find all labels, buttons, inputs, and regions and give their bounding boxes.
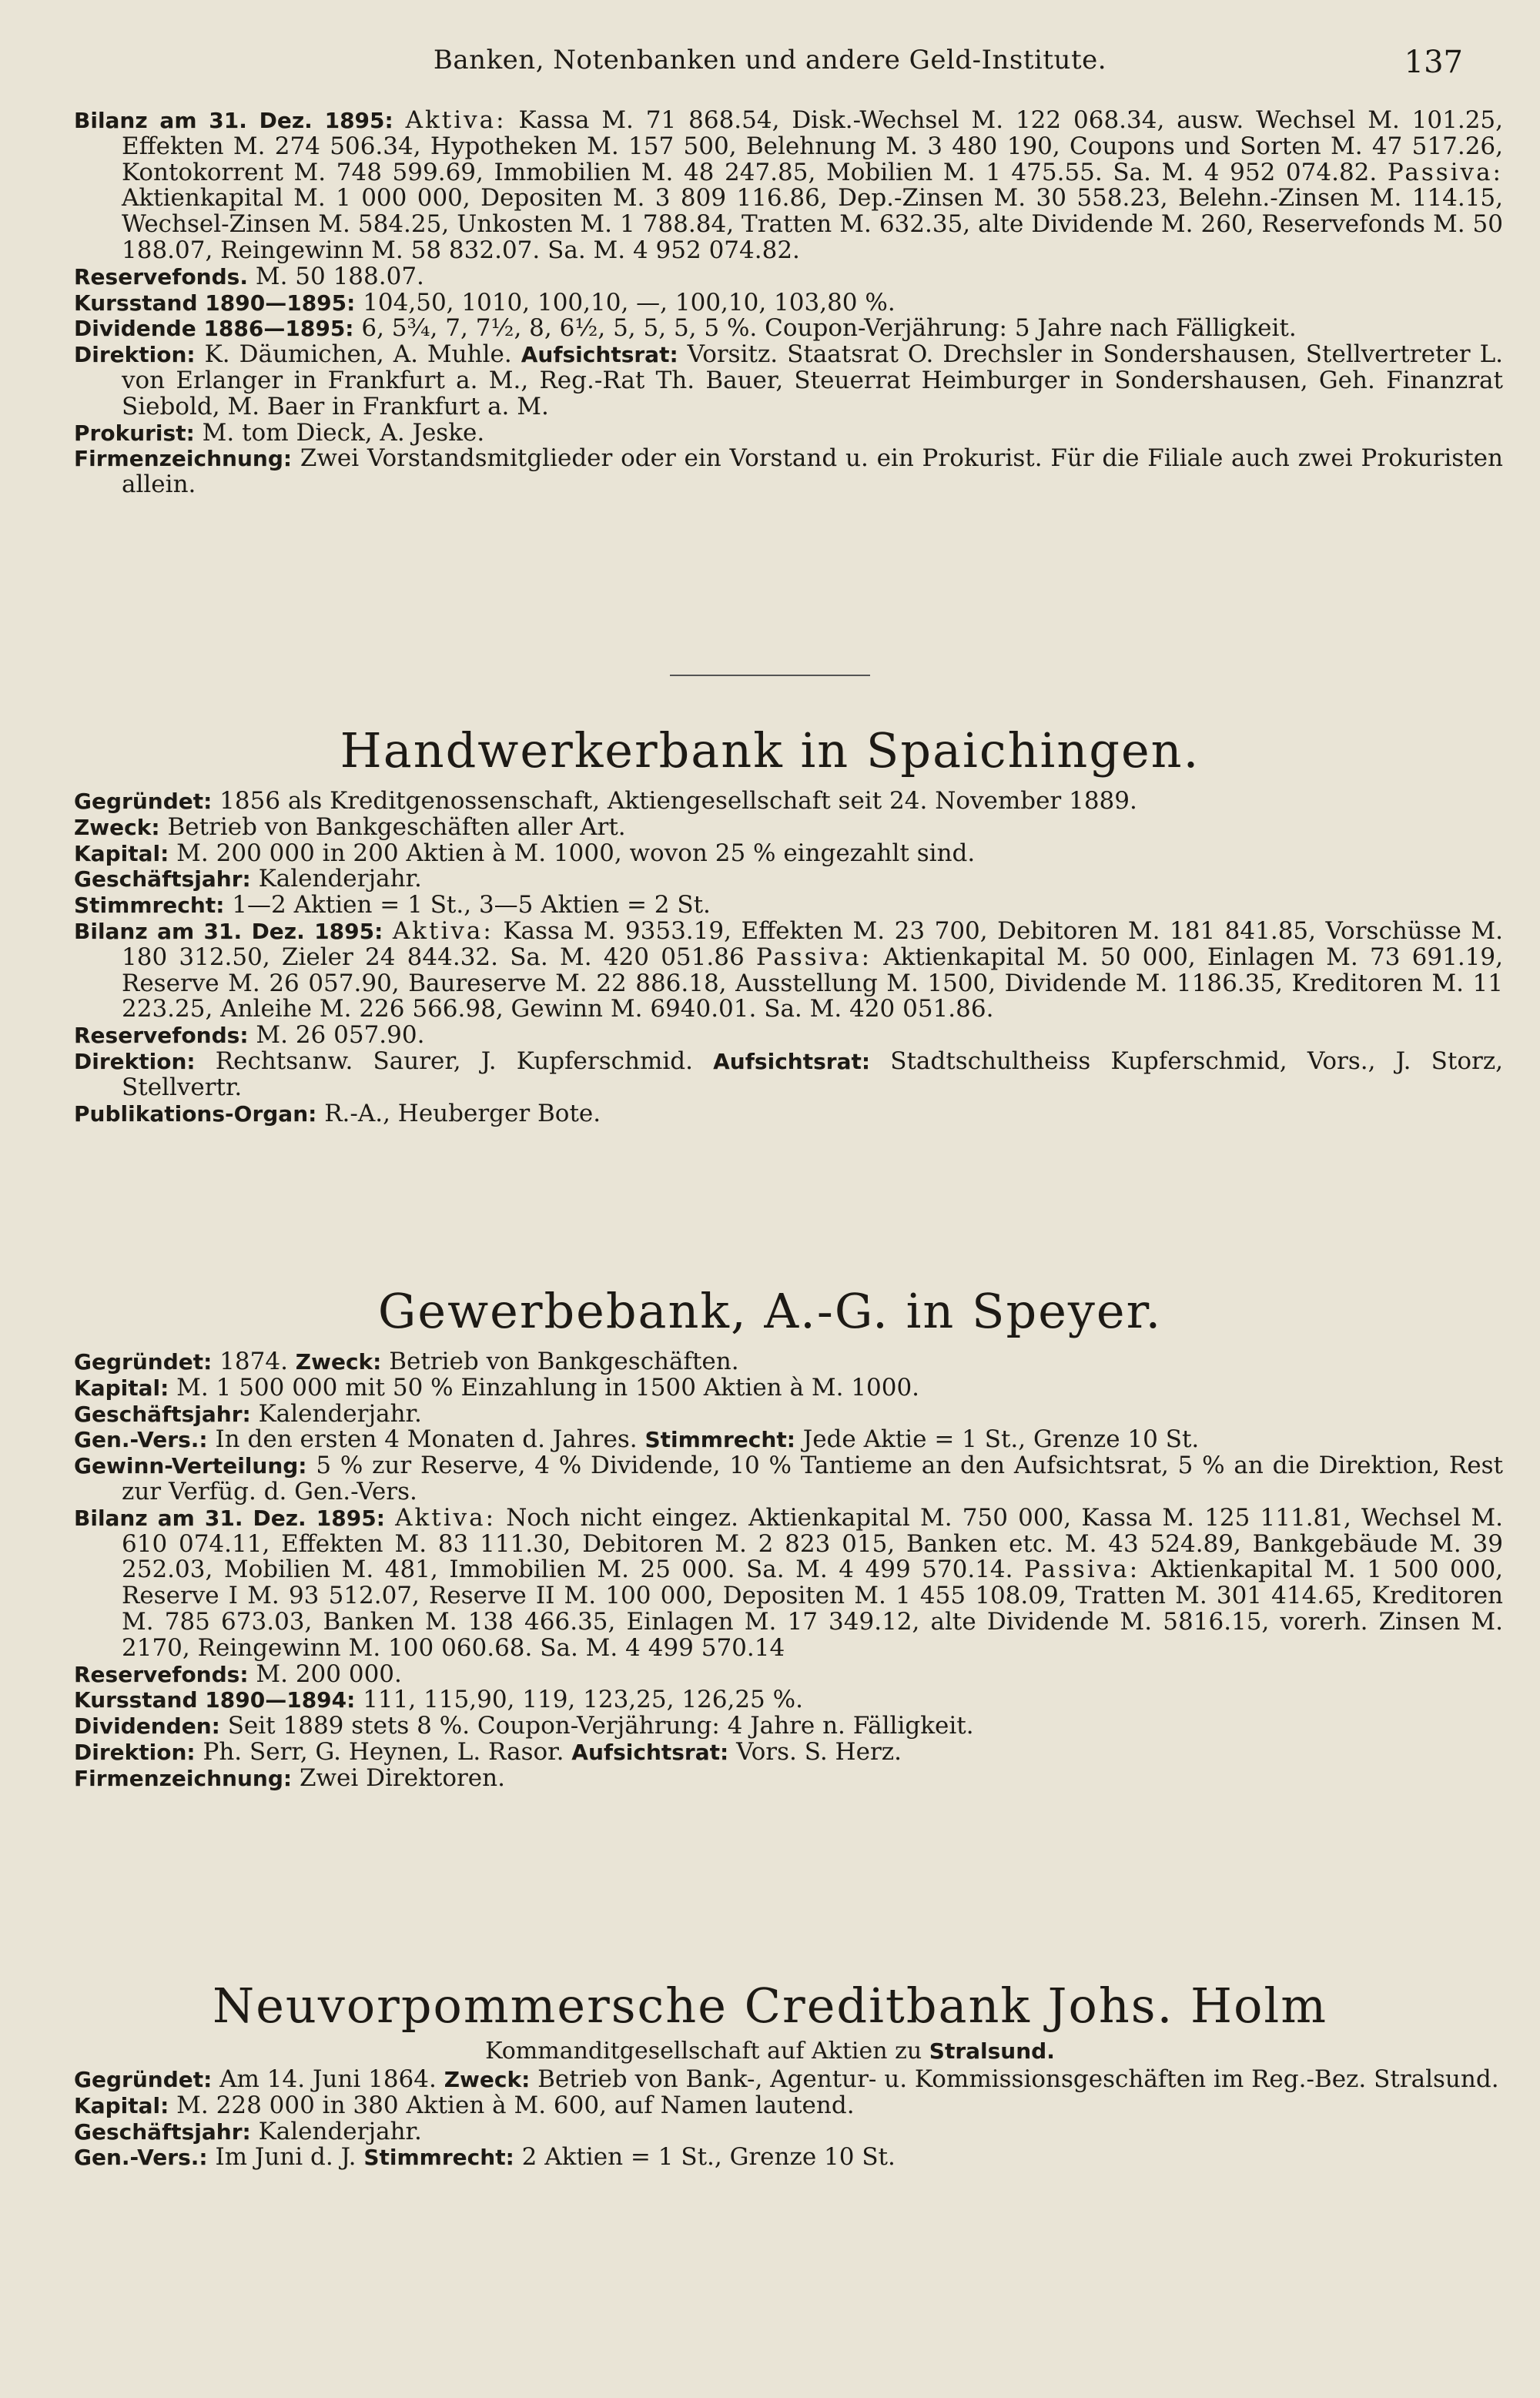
section-title-creditbank: Neuvorpommersche Creditbank Johs. Holm [212,1978,1328,2034]
entry-bilanz: Bilanz am 31. Dez. 1895: Aktiva: Kassa M. 9353.19, Effekten M. 23 700, Debitoren M. 181 841.85, Vorschüsse M. 180 312.50, Zieler 24 844.32. Sa. M. 420 051.86 Passiva: Aktienkapital M. 50 000, Einlagen M. 73 691.19, Reserve M. 26 057.90, Baureserve M. 22 886.18, Ausstellung M. 1500, Dividende M. 1186.35, Kreditoren M. 11 223.25, Anleihe M. 226 566.98, Gewinn M. 6940.01. Sa. M. 420 051.86. [74,916,1504,1023]
entry-kursstand: Kursstand 1890—1894: 111, 115,90, 119, 123,25, 126,25 %. [74,1686,803,1714]
running-title: Banken, Notenbanken und andere Geld-Institute. [433,45,1107,75]
section-creditbank [74,2067,1503,2171]
label-bilanz: Bilanz am 31. Dez. 1895: [74,108,393,133]
entry-kapital: Kapital: M. 1 500 000 mit 50 % Einzahlung in 1500 Aktien à M. 1000. [74,1373,920,1402]
entry-direktion: Direktion: K. Däumichen, A. Muhle. Aufsichtsrat: Vorsitz. Staatsrat O. Drechsler in Sondershausen, Stellvertreter L. von Erlanger in Frankfurt a. M., Reg.-Rat Th. Bauer, Steuerrat Heimburger in Sondershausen, Geh. Finanzrat Siebold, M. Baer in Frankfurt a. M. [74,340,1504,420]
entry-geschaeftsjahr: Geschäftsjahr: Kalenderjahr. [74,1399,422,1428]
entry-geschaeftsjahr: Geschäftsjahr: Kalenderjahr. [74,2117,422,2145]
page-header [0,45,1540,91]
entry-geschaeftsjahr: Geschäftsjahr: Kalenderjahr. [74,865,422,893]
section-title-gewerbebank: Gewerbebank, A.-G. in Speyer. [377,1283,1163,1339]
entry-reservefonds: Reservefonds: M. 200 000. [74,1660,402,1688]
entry-reservefonds: Reservefonds: M. 26 057.90. [74,1021,425,1050]
entry-stimmrecht: Stimmrecht: 1—2 Aktien = 1 St., 3—5 Aktien = 2 St. [74,891,711,919]
entry-bilanz: Bilanz am 31. Dez. 1895: Aktiva: Noch nicht eingez. Aktienkapital M. 750 000, Kassa M. 125 111.81, Wechsel M. 610 074.11, Effekten M. 83 111.30, Debitoren M. 2 823 015, Banken etc. M. 43 524.89, Bankgebäude M. 39 252.03, Mobilien M. 481, Immobilien M. 25 000. Sa. M. 4 499 570.14. Passiva: Aktienkapital M. 1 500 000, Reserve I M. 93 512.07, Reserve II M. 100 000, Depositen M. 1 455 108.09, Tratten M. 301 414.65, Kreditoren M. 785 673.03, Banken M. 138 466.35, Einlagen M. 17 349.12, alte Dividende M. 5816.15, vorerh. Zinsen M. 2170, Reingewinn M. 100 060.68. Sa. M. 4 499 570.14 [74,1503,1504,1662]
section-handwerkerbank [74,789,1503,1127]
entry-kursstand: Kursstand 1890—1895: 104,50, 1010, 100,10, —, 100,10, 103,80 %. [74,288,896,316]
entry-gegruendet: Gegründet: 1856 als Kreditgenossenschaft, Aktiengesellschaft seit 24. November 1889. [74,787,1137,815]
entry-kapital: Kapital: M. 200 000 in 200 Aktien à M. 1000, wovon 25 % eingezahlt sind. [74,839,976,867]
entry-firmenzeichnung: Firmenzeichnung: Zwei Vorstandsmitglieder oder ein Vorstand u. ein Prokurist. Für die Filiale auch zwei Prokuristen allein. [74,444,1503,499]
entry-direktion: Direktion: Rechtsanw. Saurer, J. Kupferschmid. Aufsichtsrat: Stadtschultheiss Kupferschmid, Vors., J. Storz, Stellvertr. [74,1047,1504,1101]
entry-gen-vers: Gen.-Vers.: In den ersten 4 Monaten d. Jahres. Stimmrecht: Jede Aktie = 1 St., Grenze 10 St. [74,1425,1200,1454]
entry-dividende: Dividende 1886—1895: 6, 5¾, 7, 7½, 8, 6½, 5, 5, 5, 5 %. Coupon-Verjährung: 5 Jahre nach Fälligkeit. [74,314,1297,343]
section-subtitle: Kommanditgesellschaft auf Aktien zu Stralsund. [485,2038,1055,2065]
entry-gegruendet: Gegründet: Am 14. Juni 1864. Zweck: Betrieb von Bank-, Agentur- u. Kommissionsgeschäften im Reg.-Bez. Stralsund. [74,2065,1499,2093]
entry-reservefonds: Reservefonds. M. 50 188.07. [74,262,424,290]
section-continuation [74,108,1503,498]
section-title-handwerkerbank: Handwerkerbank in Spaichingen. [340,722,1200,779]
entry-dividenden: Dividenden: Seit 1889 stets 8 %. Coupon-Verjährung: 4 Jahre n. Fälligkeit. [74,1712,974,1740]
entry-gen-vers: Gen.-Vers.: Im Juni d. J. Stimmrecht: 2 Aktien = 1 St., Grenze 10 St. [74,2143,896,2172]
entry-bilanz: Bilanz am 31. Dez. 1895: Aktiva: Kassa M. 71 868.54, Disk.-Wechsel M. 122 068.34, ausw. Wechsel M. 101.25, Effekten M. 274 506.34, Hypotheken M. 157 500, Belehnung M. 3 480 190, Coupons und Sorten M. 47 517.26, Kontokorrent M. 748 599.69, Immobilien M. 48 247.85, Mobilien M. 1 475.55. Sa. M. 4 952 074.82. Passiva: Aktienkapital M. 1 000 000, Depositen M. 3 809 116.86, Dep.-Zinsen M. 30 558.23, Belehn.-Zinsen M. 114.15, Wechsel-Zinsen M. 584.25, Unkosten M. 1 788.84, Tratten M. 632.35, alte Dividende M. 260, Reservefonds M. 50 188.07, Reingewinn M. 58 832.07. Sa. M. 4 952 074.82. [74,106,1504,264]
entry-firmenzeichnung: Firmenzeichnung: Zwei Direktoren. [74,1763,505,1792]
entry-zweck: Zweck: Betrieb von Bankgeschäften aller Art. [74,812,626,841]
section-divider [670,675,870,676]
section-gewerbebank [74,1349,1503,1792]
entry-prokurist: Prokurist: M. tom Dieck, A. Jeske. [74,418,485,447]
entry-publikations-organ: Publikations-Organ: R.-A., Heuberger Bote. [74,1099,601,1127]
page-number: 137 [1404,45,1463,80]
entry-gewinn-verteilung: Gewinn-Verteilung: 5 % zur Reserve, 4 % Dividende, 10 % Tantieme an den Aufsichtsrat, 5 % an die Direktion, Rest zur Verfüg. d. Gen.-Vers. [74,1452,1503,1505]
entry-gegruendet: Gegründet: 1874. Zweck: Betrieb von Bankgeschäften. [74,1348,739,1375]
entry-direktion: Direktion: Ph. Serr, G. Heynen, L. Rasor. Aufsichtsrat: Vors. S. Herz. [74,1737,902,1766]
entry-kapital: Kapital: M. 228 000 in 380 Aktien à M. 600, auf Namen lautend. [74,2091,855,2119]
